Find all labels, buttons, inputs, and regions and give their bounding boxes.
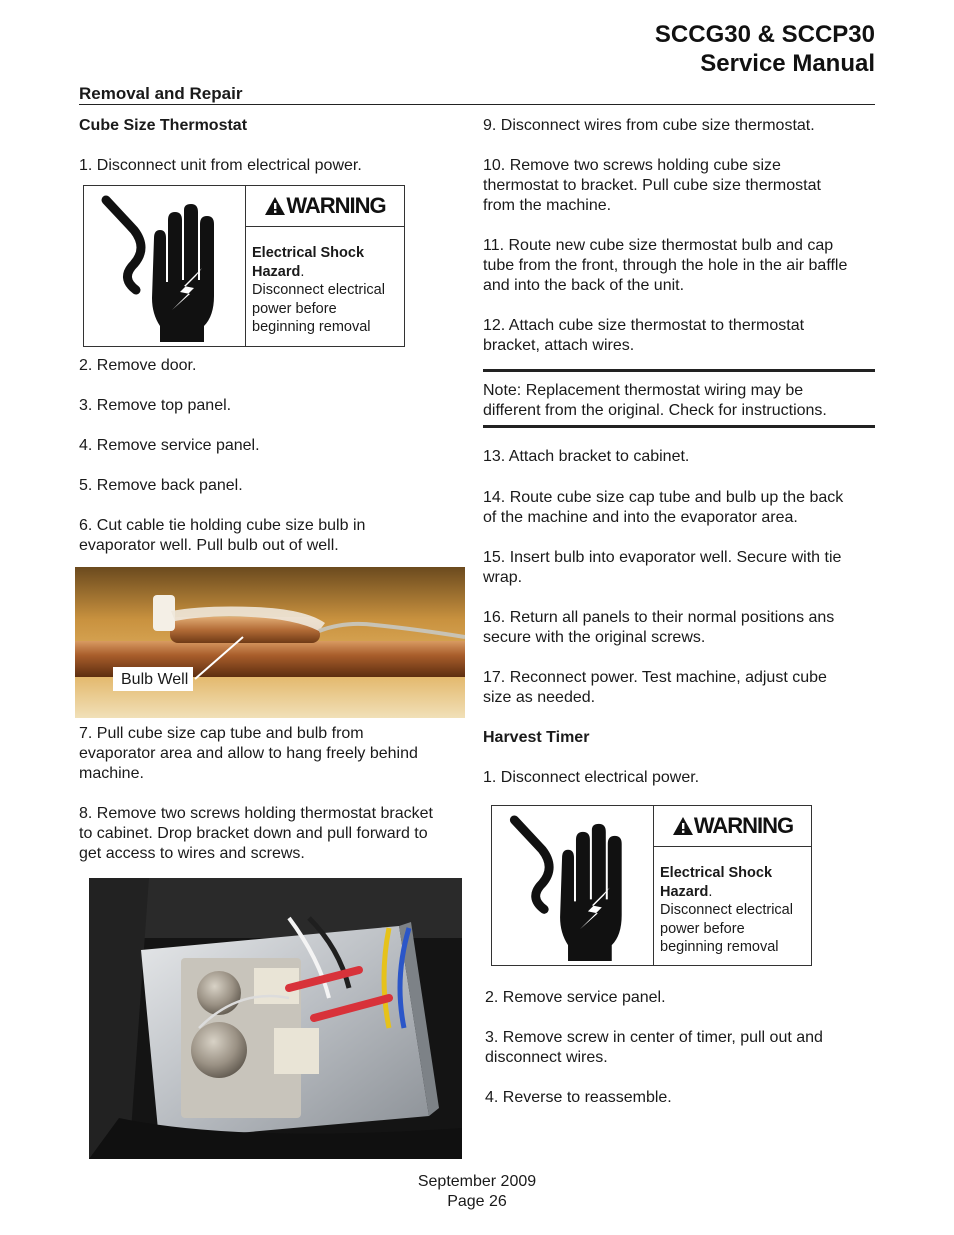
shock-hazard-icon [84, 186, 246, 346]
note-bottom-rule [483, 425, 875, 428]
hazard-title-line2: Hazard [660, 883, 709, 900]
warning-line3: Disconnect electrical [660, 902, 793, 918]
step-10-line1: 10. Remove two screws holding cube size [483, 157, 781, 174]
step-9: 9. Disconnect wires from cube size thermostat. [483, 117, 815, 134]
thermostat-bracket-photo [89, 878, 462, 1159]
step-17-line2: size as needed. [483, 689, 596, 706]
step-8-line2: to cabinet. Drop bracket down and pull forward to [79, 825, 428, 842]
step-8-line1: 8. Remove two screws holding thermostat bracket [79, 805, 433, 822]
hazard-period: . [300, 263, 305, 280]
step-11-line1: 11. Route new cube size thermostat bulb and cap [483, 237, 834, 254]
warning-text [660, 864, 807, 957]
section-divider [79, 104, 875, 105]
step-11-line3: and into the back of the unit. [483, 277, 685, 294]
note-line1: Note: Replacement thermostat wiring may be [483, 382, 804, 399]
section-title: Removal and Repair [79, 84, 243, 103]
step-13: 13. Attach bracket to cabinet. [483, 448, 690, 465]
step-17-line1: 17. Reconnect power. Test machine, adjust cube [483, 669, 827, 686]
warning-line5: beginning removal [252, 319, 371, 335]
warning-line4: power before [252, 300, 337, 317]
footer-date: September 2009 [417, 1173, 537, 1190]
warning-header [654, 806, 811, 847]
step-7-line3: machine. [79, 765, 144, 782]
harvest-step-1: 1. Disconnect electrical power. [483, 769, 700, 786]
bulb-well-photo [75, 567, 465, 718]
step-10-line2: thermostat to bracket. Pull cube size thermostat [483, 177, 821, 194]
manual-model-title: SCCG30 & SCCP30 [654, 21, 875, 48]
manual-type-title: Service Manual [700, 50, 875, 77]
step-12-line2: bracket, attach wires. [483, 337, 635, 354]
shock-hazard-icon [492, 806, 654, 965]
step-14-line1: 14. Route cube size cap tube and bulb up the back [483, 489, 844, 506]
step-8-line3: get access to wires and screws. [79, 845, 305, 862]
warning-header [246, 186, 404, 227]
electrical-warning-box [83, 185, 405, 347]
hazard-title-line1: Electrical Shock [252, 245, 365, 261]
note-top-rule [483, 369, 875, 372]
step-14-line2: of the machine and into the evaporator area. [483, 509, 798, 526]
harvest-step-2: 2. Remove service panel. [485, 989, 666, 1006]
note-line2: different from the original. Check for instructions. [483, 402, 827, 419]
harvest-step-4: 4. Reverse to reassemble. [485, 1089, 672, 1106]
step-15-line2: wrap. [483, 569, 523, 586]
step-5: 5. Remove back panel. [79, 477, 243, 494]
step-12-line1: 12. Attach cube size thermostat to thermostat [483, 317, 805, 334]
harvest-timer-heading: Harvest Timer [483, 729, 590, 746]
step-7-line1: 7. Pull cube size cap tube and bulb from [79, 725, 364, 742]
step-1: 1. Disconnect unit from electrical power. [79, 157, 362, 174]
page-number: Page 26 [447, 1193, 507, 1210]
step-6-line2: evaporator well. Pull bulb out of well. [79, 537, 339, 554]
bulb-well-callout: Bulb Well [121, 671, 189, 688]
warning-text [252, 244, 400, 337]
warning-label: WARNING [286, 193, 386, 218]
step-11-line2: tube from the front, through the hole in the air baffle [483, 257, 848, 274]
hazard-title-line2: Hazard [252, 263, 301, 280]
step-10-line3: from the machine. [483, 197, 612, 214]
cube-size-thermostat-heading: Cube Size Thermostat [79, 117, 248, 134]
warning-label: WARNING [693, 813, 794, 838]
step-6-line1: 6. Cut cable tie holding cube size bulb in [79, 517, 366, 534]
step-16-line1: 16. Return all panels to their normal positions ans [483, 609, 835, 626]
step-15-line1: 15. Insert bulb into evaporator well. Secure with tie [483, 549, 842, 566]
step-16-line2: secure with the original screws. [483, 629, 706, 646]
harvest-step-3-line1: 3. Remove screw in center of timer, pull out and [485, 1029, 823, 1046]
warning-line3: Disconnect electrical [252, 282, 385, 298]
step-7-line2: evaporator area and allow to hang freely behind [79, 745, 418, 762]
step-3: 3. Remove top panel. [79, 397, 232, 414]
warning-triangle-icon [264, 196, 286, 216]
electrical-warning-box-2 [491, 805, 812, 966]
step-2: 2. Remove door. [79, 357, 197, 374]
warning-line5: beginning removal [660, 939, 779, 955]
step-4: 4. Remove service panel. [79, 437, 260, 454]
hazard-period: . [708, 883, 713, 900]
warning-triangle-icon [672, 816, 694, 836]
hazard-title-line1: Electrical Shock [660, 865, 773, 881]
harvest-step-3-line2: disconnect wires. [485, 1049, 608, 1066]
warning-line4: power before [660, 920, 745, 937]
